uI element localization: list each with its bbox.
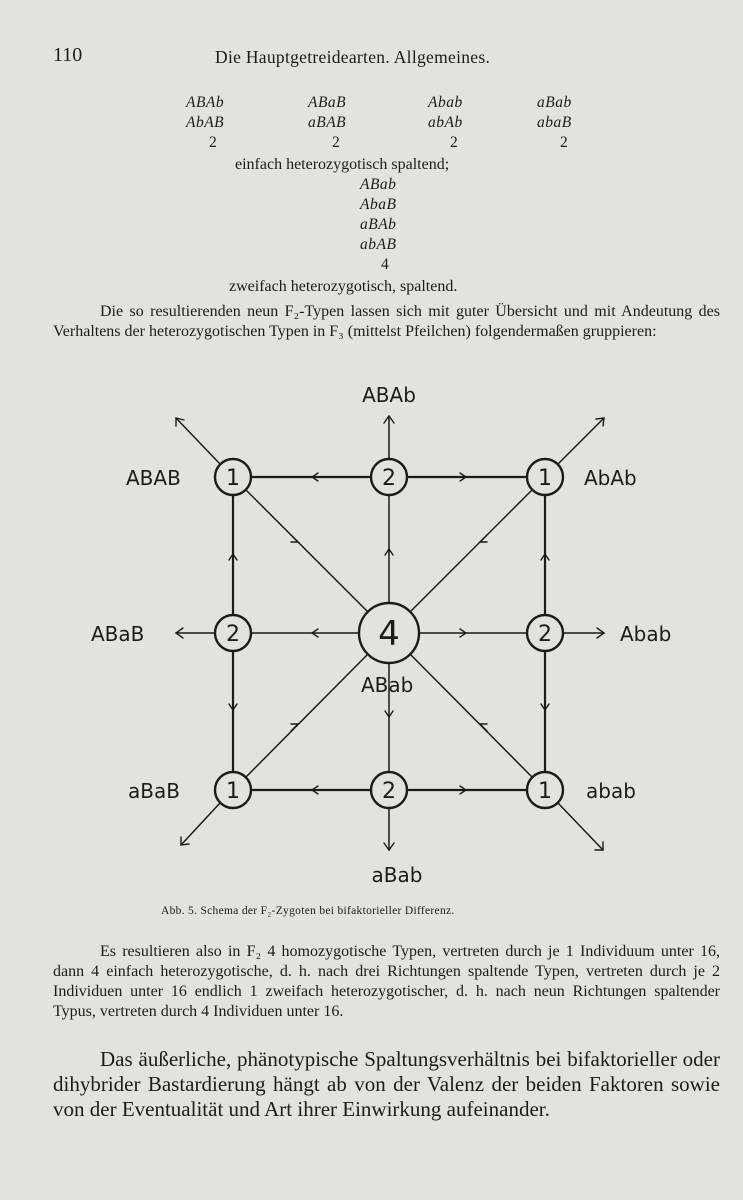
label-mid-right: Abab	[620, 622, 672, 646]
node-center-number: 4	[378, 614, 400, 654]
formula-col4-count: 2	[560, 134, 568, 151]
figure-caption: Abb. 5. Schema der F₂-Zygoten bei bifaktorieller Differenz.	[161, 905, 455, 917]
page-number: 110	[53, 44, 83, 66]
intro-paragraph: Die so resultierenden neun F₂-Typen lassen sich mit guter Übersicht und mit Andeutung des Verhaltens der heterozygotischen Typen in F₃ (mittelst Pfeilchen) folgendermaßen gruppieren:	[53, 303, 720, 340]
label-top-right: AbAb	[584, 466, 637, 490]
formula-col1-top: ABAb	[186, 94, 225, 111]
formula-col2-bottom: aBAB	[308, 114, 347, 131]
label-bottom-left: aBaB	[128, 779, 180, 803]
label-center: ABab	[361, 673, 414, 697]
label-mid-left: ABaB	[91, 622, 145, 646]
formula-col4-top: aBab	[537, 94, 572, 111]
formula-col2-top: ABaB	[308, 94, 347, 111]
node-bottom-right-number: 1	[538, 779, 552, 804]
running-head: Die Hauptgetreidearten. Allgemeines.	[215, 47, 491, 67]
node-bottom-mid-number: 2	[382, 779, 396, 804]
label-bottom: aBab	[371, 863, 423, 887]
node-bottom-left-number: 1	[226, 779, 240, 804]
formula-col1-bottom: AbAB	[186, 114, 225, 131]
center-formula-4: abAB	[360, 236, 397, 253]
formula-col3-bottom: abAb	[428, 114, 463, 131]
label-bottom-right: abab	[586, 779, 636, 803]
formula-col3-top: Abab	[428, 94, 463, 111]
final-paragraph: Das äußerliche, phänotypische Spaltungsverhältnis bei bifaktorieller oder dihybrider Bastardierung hängt ab von der Valenz der beiden Faktoren sowie von der Eventualität und Art ihrer Einwirkung aufeinander.	[53, 1047, 720, 1121]
f2-zygote-diagram	[0, 370, 743, 900]
label-top-left: ABAB	[126, 466, 181, 490]
node-top-right-number: 1	[538, 466, 552, 491]
node-top-left-number: 1	[226, 466, 240, 491]
label-top: ABAb	[362, 383, 416, 407]
formula-col2-count: 2	[332, 134, 340, 151]
caption-single-heterozygous: einfach heterozygotisch spaltend;	[235, 156, 450, 173]
result-paragraph: Es resultieren also in F₂ 4 homozygotische Typen, vertreten durch je 1 Individuum unter 16, dann 4 einfach heterozygotische, d. h. nach drei Richtungen spaltende Typen, vertreten durch je 2 Individuen unter 16 endlich 1 zweifach heterozygotischer, d. h. nach neun Richtungen spaltender Typus, vertreten durch 4 Individuen unter 16.	[53, 943, 720, 1020]
formula-col1-count: 2	[209, 134, 217, 151]
formula-col4-bottom: abaB	[537, 114, 572, 131]
center-formula-1: ABab	[360, 176, 397, 193]
node-top-mid-number: 2	[382, 466, 396, 491]
node-mid-right-number: 2	[538, 622, 552, 647]
center-count: 4	[381, 256, 389, 273]
node-mid-left-number: 2	[226, 622, 240, 647]
caption-double-heterozygous: zweifach heterozygotisch, spaltend.	[229, 278, 458, 295]
formula-col3-count: 2	[450, 134, 458, 151]
center-formula-2: AbaB	[360, 196, 397, 213]
center-formula-3: aBAb	[360, 216, 397, 233]
